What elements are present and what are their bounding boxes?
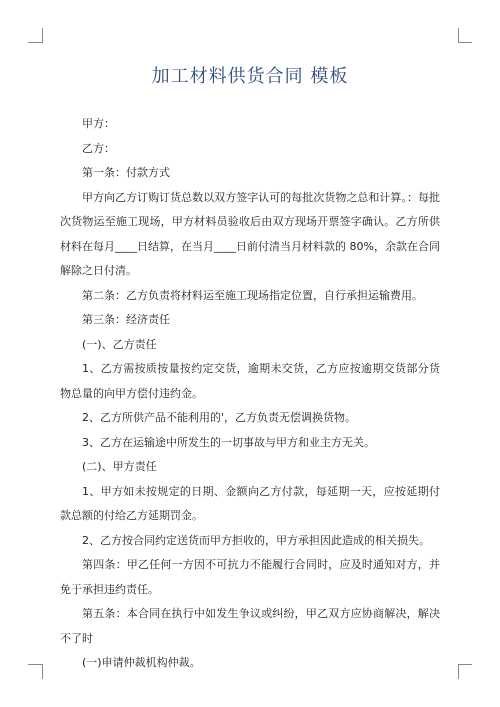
paragraph: 第三条：经济责任	[82, 313, 170, 326]
document-title: 加工材料供货合同 模板	[151, 66, 349, 87]
paragraph: 甲方向乙方订购订货总数以双方签字认可的每批次货物之总和计算。：每批次货物运至施工现场，甲方材料员验收后由双方现场开票签字确认。乙方所供材料在每月____日结算，在当月____日前付清当月材料款的 80%，余款在合同解除之日付清。	[60, 190, 440, 277]
paragraph: 1、乙方需按质按量按约定交货，逾期未交货，乙方应按逾期交货部分货物总量的向甲方偿付违约金。	[60, 362, 440, 400]
document-body	[60, 112, 440, 676]
paragraph: (一)、乙方责任	[82, 337, 157, 351]
paragraph: 甲方：	[82, 117, 115, 130]
paragraph: 第四条：甲乙任何一方因不可抗力不能履行合同时，应及时通知对方，并免于承担违约责任。	[60, 558, 440, 596]
paragraph: 第五条：本合同在执行中如发生争议或纠纷，甲乙双方应协商解决，解决不了时	[60, 607, 440, 645]
paragraph: 3、乙方在运输途中所发生的一切事故与甲方和业主方无关。	[82, 435, 375, 449]
paragraph: 乙方：	[82, 141, 115, 155]
paragraph: 2、乙方所供产品不能利用的'，乙方负责无偿调换货物。	[82, 411, 357, 424]
paragraph: (二)、甲方责任	[82, 460, 157, 473]
paragraph: 第一条：付款方式	[82, 166, 170, 179]
paragraph: 1、甲方如未按规定的日期、金额向乙方付款，每延期一天，应按延期付款总额的付给乙方延期罚金。	[60, 484, 440, 522]
paragraph: (一)申请仲裁机构仲裁。	[82, 656, 201, 669]
paragraph: 2、乙方按合同约定送货而甲方拒收的，甲方承担因此造成的相关损失。	[82, 533, 430, 547]
paragraph: 第二条：乙方负责将材料运至施工现场指定位置，自行承担运输费用。	[82, 288, 423, 302]
